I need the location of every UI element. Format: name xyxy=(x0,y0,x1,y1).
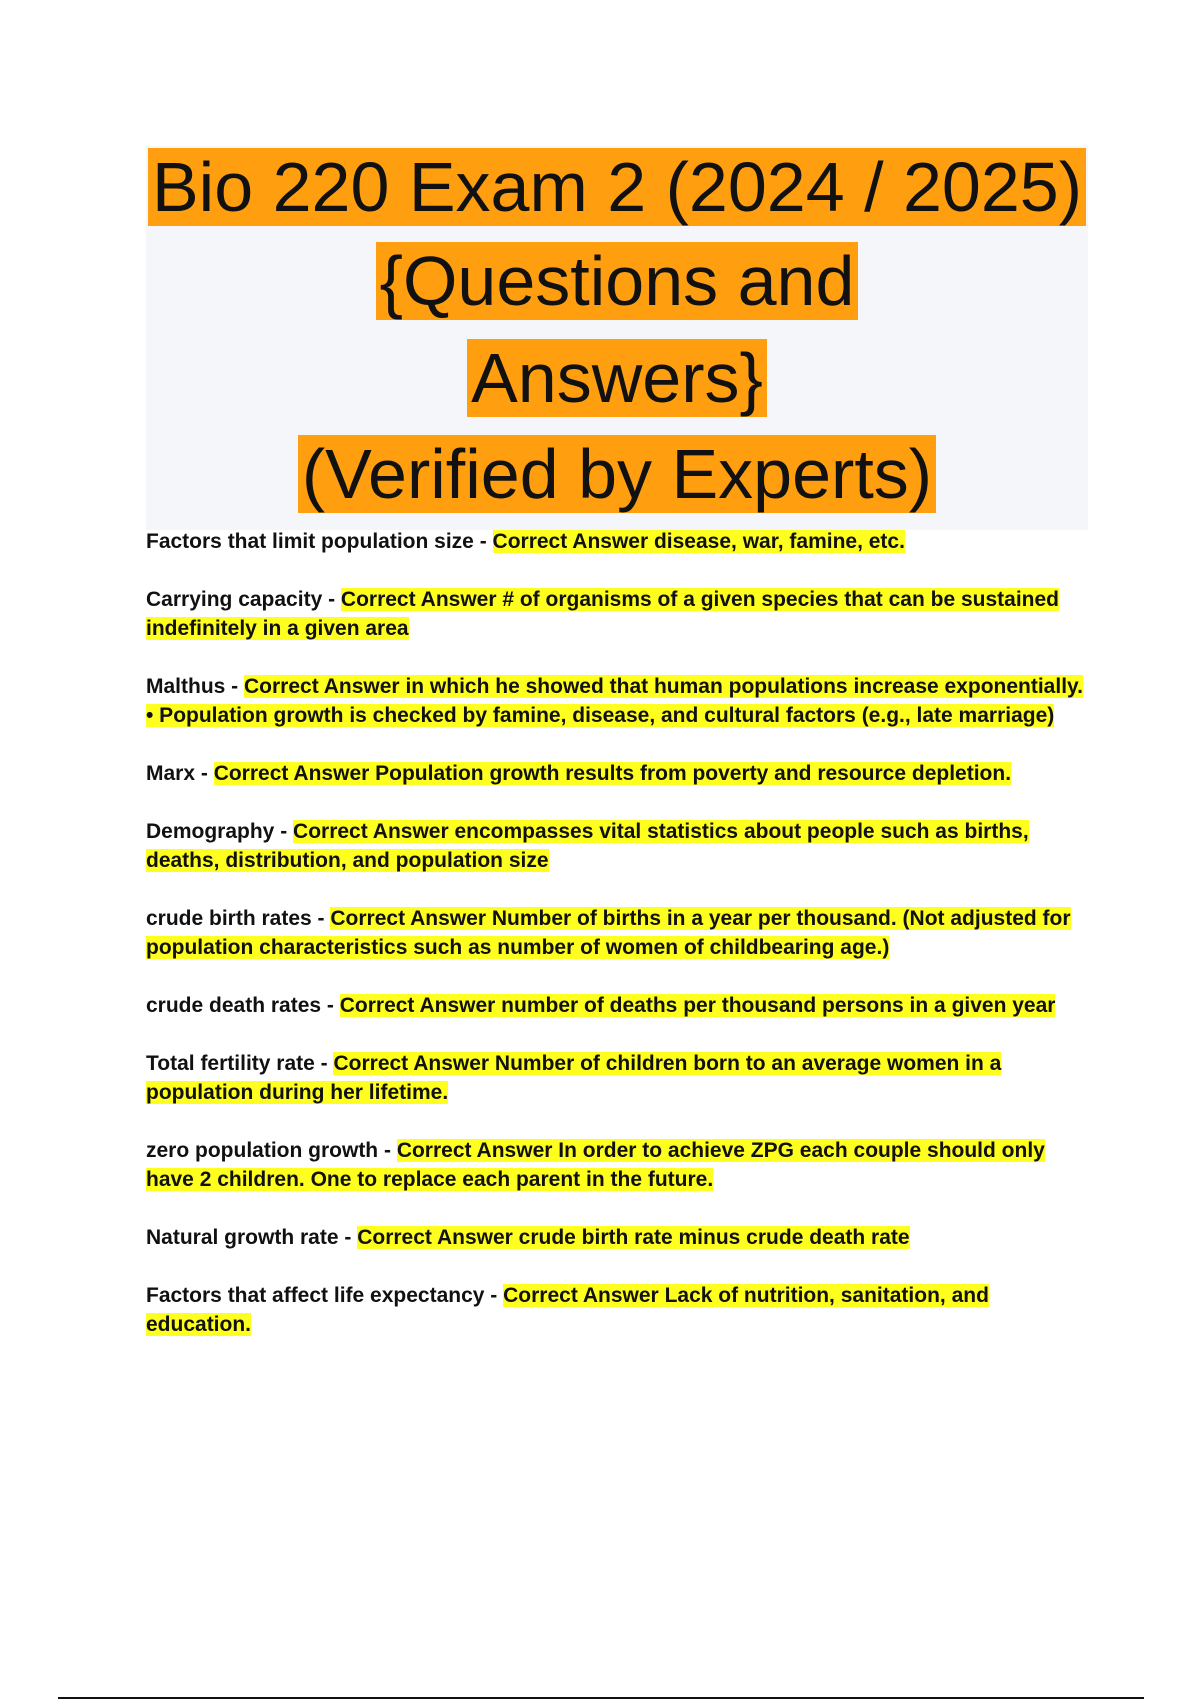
qa-term: crude birth rates - xyxy=(146,907,331,930)
qa-item xyxy=(146,1281,1096,1339)
title-text-1: Bio 220 Exam 2 (2024 / 2025) xyxy=(148,148,1086,226)
qa-item xyxy=(146,904,1096,962)
qa-term: Factors that limit population size - xyxy=(146,530,493,553)
qa-answer: Correct Answer number of deaths per thousand persons in a given year xyxy=(339,994,1056,1017)
qa-answer: Correct Answer crude birth rate minus crude death rate xyxy=(357,1226,910,1249)
qa-term: crude death rates - xyxy=(146,994,340,1017)
qa-term: Marx - xyxy=(146,762,214,785)
title-line-1 xyxy=(146,148,1088,226)
qa-answer: Correct Answer Lack of nutrition, sanitation, and education. xyxy=(146,1284,989,1336)
qa-item xyxy=(146,1223,1096,1252)
qa-term: Factors that affect life expectancy - xyxy=(146,1284,504,1307)
qa-term: Malthus - xyxy=(146,675,244,698)
qa-answer: Correct Answer In order to achieve ZPG each couple should only have 2 children. One to replace each parent in the future. xyxy=(146,1139,1045,1191)
qa-list xyxy=(146,527,1096,1368)
qa-item xyxy=(146,991,1096,1020)
qa-answer: Correct Answer disease, war, famine, etc. xyxy=(492,530,905,553)
title-block xyxy=(146,146,1088,530)
qa-item xyxy=(146,1136,1096,1194)
title-text-3: Answers} xyxy=(467,339,767,417)
qa-answer: Correct Answer in which he showed that human populations increase exponentially. • Population growth is checked by famine, disease, and cultural factors (e.g., late marriage) xyxy=(146,675,1083,727)
title-line-2 xyxy=(146,242,1088,320)
qa-term: Total fertility rate - xyxy=(146,1052,334,1075)
title-line-4 xyxy=(146,435,1088,513)
qa-term: zero population growth - xyxy=(146,1139,397,1162)
qa-answer: Correct Answer encompasses vital statistics about people such as births, deaths, distribution, and population size xyxy=(146,820,1029,872)
page-bottom-rule xyxy=(58,1697,1144,1699)
qa-answer: Correct Answer Number of births in a year per thousand. (Not adjusted for population characteristics such as number of women of childbearing age.) xyxy=(146,907,1071,959)
qa-item xyxy=(146,817,1096,875)
qa-item xyxy=(146,672,1096,730)
title-line-3 xyxy=(146,339,1088,417)
qa-item xyxy=(146,527,1096,556)
qa-term: Natural growth rate - xyxy=(146,1226,358,1249)
qa-item xyxy=(146,585,1096,643)
qa-answer: Correct Answer Number of children born to an average women in a population during her lifetime. xyxy=(146,1052,1002,1104)
title-text-2: {Questions and xyxy=(376,242,859,320)
qa-term: Carrying capacity - xyxy=(146,588,341,611)
qa-answer: Correct Answer # of organisms of a given species that can be sustained indefinitely in a given area xyxy=(146,588,1060,640)
title-text-4: (Verified by Experts) xyxy=(298,435,936,513)
qa-answer: Correct Answer Population growth results from poverty and resource depletion. xyxy=(213,762,1012,785)
qa-item xyxy=(146,1049,1096,1107)
qa-term: Demography - xyxy=(146,820,294,843)
qa-item xyxy=(146,759,1096,788)
